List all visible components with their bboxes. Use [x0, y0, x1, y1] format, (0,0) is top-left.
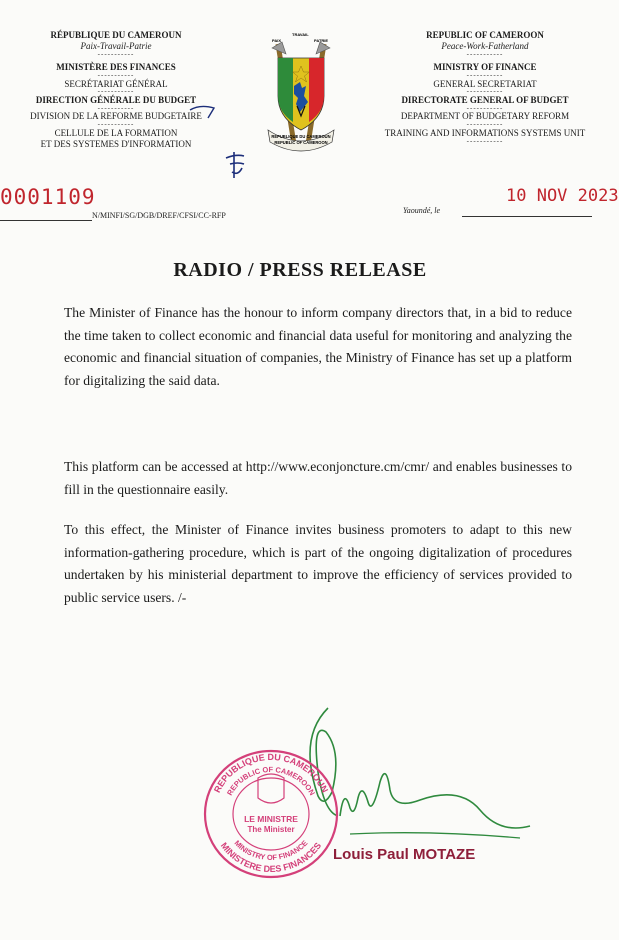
country-fr: RÉPUBLIQUE DU CAMEROUN — [50, 30, 182, 40]
separator: ----------- — [97, 70, 135, 79]
reference-code: N/MINFI/SG/DGB/DREF/CFSI/CC-RFP — [92, 211, 226, 220]
motto-fr: Paix-Travail-Patrie — [80, 40, 152, 51]
signatory-name: Louis Paul MOTAZE — [333, 846, 476, 863]
unit-en: TRAINING AND INFORMATIONS SYSTEMS UNIT — [384, 127, 586, 138]
division-fr: DIVISION DE LA REFORME BUDGETAIRE — [30, 111, 202, 122]
cell-fr-line2: ET DES SYSTEMES D'INFORMATION — [40, 138, 192, 149]
separator: ----------- — [466, 136, 504, 145]
motto-en: Peace-Work-Fatherland — [441, 40, 529, 51]
emblem-motto-travail: TRAVAIL — [292, 32, 309, 37]
country-en: REPUBLIC OF CAMEROON — [426, 30, 544, 40]
city-label: Yaoundé, le — [403, 206, 441, 215]
seal-center-en: The Minister — [247, 825, 295, 834]
separator: ----------- — [97, 49, 135, 58]
seal-top-outer: REPUBLIQUE DU CAMEROUN — [211, 751, 331, 795]
emblem-ribbon-en: REPUBLIC OF CAMEROON — [274, 140, 328, 145]
separator: ----------- — [466, 87, 504, 96]
seal-bottom-inner: MINISTRY OF FINANCE — [232, 838, 310, 863]
letterhead-english — [370, 30, 600, 144]
separator: ----------- — [466, 70, 504, 79]
ministry-fr: MINISTÈRE DES FINANCES — [56, 62, 176, 73]
cell-fr-line1: CELLULE DE LA FORMATION — [54, 127, 178, 138]
department-en: DEPARTMENT OF BUDGETARY REFORM — [400, 111, 570, 122]
paragraph-2: This platform can be accessed at http://www.econjoncture.cm/cmr/ and enables businesses to fill in the questionnaire easily. — [64, 459, 572, 497]
ministry-en: MINISTRY OF FINANCE — [433, 62, 537, 73]
directorate-fr: DIRECTION GÉNÉRALE DU BUDGET — [35, 94, 197, 105]
separator: ----------- — [97, 87, 135, 96]
emblem-motto-paix: PAIX — [272, 38, 282, 43]
handwritten-signature — [310, 706, 560, 856]
secretariat-fr: SECRÉTARIAT GÉNÉRAL — [64, 78, 168, 89]
seal-center-fr: LE MINISTRE — [244, 814, 298, 824]
emblem-motto-patrie: PATRIE — [314, 38, 329, 43]
reference-underline — [0, 220, 92, 221]
seal-top-inner: REPUBLIC OF CAMEROON — [225, 764, 317, 798]
separator: ----------- — [97, 103, 135, 112]
paragraph-1: The Minister of Finance has the honour to inform company directors that, in a bid to reduce the time taken to collect economic and financial data useful for monitoring and analyzing the economic and financial situation of companies, the Ministry of Finance has set up a platform for digitalizing the said data. — [64, 305, 572, 388]
official-seal-icon — [202, 748, 340, 880]
emblem-ribbon-fr: REPUBLIQUE DU CAMEROUN — [271, 134, 331, 139]
date-stamp: 10 NOV 2023 — [506, 186, 619, 206]
page-title: RADIO / PRESS RELEASE — [173, 259, 427, 281]
paragraph-3: To this effect, the Minister of Finance invites business promoters to adapt to this new information-gathering procedure, which is part of the ongoing digitalization of procedures undertaken by his ministerial department to improve the efficiency of services provided to public service users. /- — [64, 522, 572, 605]
separator: ----------- — [97, 120, 135, 129]
date-underline — [462, 216, 592, 217]
secretariat-en: GENERAL SECRETARIAT — [433, 78, 537, 89]
reference-number-stamp: 0001109 — [0, 185, 96, 209]
separator: ----------- — [466, 103, 504, 112]
seal-bottom-outer: MINISTERE DES FINANCES — [218, 840, 324, 875]
separator: ----------- — [466, 120, 504, 129]
directorate-en: DIRECTORATE GENERAL OF BUDGET — [401, 94, 569, 105]
coat-of-arms-icon — [264, 26, 338, 160]
separator: ----------- — [466, 49, 504, 58]
